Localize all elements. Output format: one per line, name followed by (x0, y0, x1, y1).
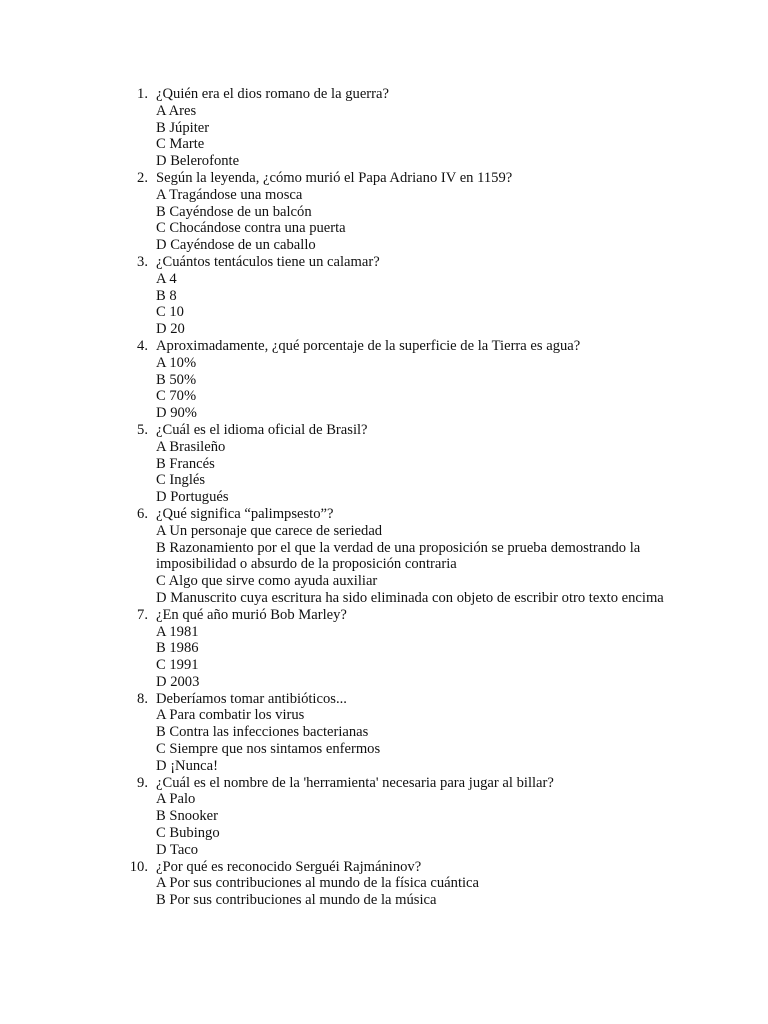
answer-option: B 1986 (156, 640, 199, 657)
quiz-question (129, 858, 676, 909)
answer-option: B Cayéndose de un balcón (156, 203, 312, 220)
answer-option: D Manuscrito cuya escritura ha sido eliminada con objeto de escribir otro texto encima (156, 589, 664, 606)
question-number: 2. (137, 169, 148, 186)
answer-option: C Bubingo (156, 825, 220, 842)
answer-option: D Belerofonte (156, 153, 240, 170)
quiz-question-list (129, 86, 676, 909)
answer-option: B Razonamiento por el que la verdad de una proposición se prueba demostrando la imposibilidad o absurdo de la proposición contraria (156, 539, 641, 573)
answer-option: B Snooker (156, 808, 219, 825)
question-number: 7. (137, 606, 148, 623)
answer-option: A 4 (156, 270, 177, 287)
answer-option: C 10 (156, 304, 184, 321)
question-number: 9. (137, 774, 148, 791)
answer-option: C Algo que sirve como ayuda auxiliar (156, 573, 378, 590)
answer-option: C 1991 (156, 657, 199, 674)
quiz-question (137, 421, 676, 506)
question-number: 4. (137, 337, 148, 354)
quiz-question (137, 337, 676, 422)
answer-option: B Júpiter (156, 119, 210, 136)
answer-option: C Siempre que nos sintamos enfermos (156, 741, 381, 758)
answer-option: A Por sus contribuciones al mundo de la física cuántica (156, 875, 480, 892)
question-text: ¿En qué año murió Bob Marley? (156, 606, 347, 623)
question-number: 5. (137, 421, 148, 438)
answer-option: D Taco (156, 841, 199, 858)
question-text: ¿Quién era el dios romano de la guerra? (156, 86, 389, 102)
answer-option: C 70% (156, 388, 197, 405)
question-text: ¿Por qué es reconocido Serguéi Rajmáninov? (156, 858, 422, 875)
question-text: Según la leyenda, ¿cómo murió el Papa Adriano IV en 1159? (156, 169, 513, 186)
quiz-question (137, 253, 676, 338)
answer-option: D 20 (156, 321, 185, 338)
answer-option: B 8 (156, 287, 177, 304)
answer-option: B Francés (156, 455, 215, 472)
answer-option: D Cayéndose de un caballo (156, 237, 316, 254)
answer-option: A Para combatir los virus (156, 707, 305, 724)
question-number: 10. (129, 858, 148, 875)
answer-option: D Portugués (156, 489, 229, 506)
answer-option: D 90% (156, 405, 197, 422)
answer-option: C Chocándose contra una puerta (156, 220, 346, 237)
question-number: 8. (137, 690, 148, 707)
answer-option: B Por sus contribuciones al mundo de la música (156, 892, 437, 909)
question-text: ¿Cuál es el idioma oficial de Brasil? (156, 421, 368, 438)
question-text: Deberíamos tomar antibióticos... (156, 690, 347, 707)
question-text: ¿Cuál es el nombre de la 'herramienta' necesaria para jugar al billar? (156, 774, 554, 791)
answer-option: B 50% (156, 371, 197, 388)
question-number: 3. (137, 253, 148, 270)
question-number: 6. (137, 505, 148, 522)
answer-option: A Un personaje que carece de seriedad (156, 522, 383, 539)
quiz-question (137, 606, 676, 691)
quiz-question (137, 86, 676, 170)
answer-option: C Inglés (156, 472, 206, 489)
quiz-question (137, 690, 676, 775)
answer-option: A 1981 (156, 623, 199, 640)
answer-option: B Contra las infecciones bacterianas (156, 724, 369, 741)
answer-option: A Tragándose una mosca (156, 186, 303, 203)
answer-option: A 10% (156, 354, 197, 371)
question-text: ¿Qué significa “palimpsesto”? (156, 505, 334, 522)
question-text: Aproximadamente, ¿qué porcentaje de la superficie de la Tierra es agua? (156, 337, 581, 354)
answer-option: A Brasileño (156, 438, 226, 455)
answer-option: A Palo (156, 791, 196, 808)
question-text: ¿Cuántos tentáculos tiene un calamar? (156, 253, 380, 270)
quiz-question (137, 505, 676, 607)
answer-option: A Ares (156, 102, 197, 119)
quiz-question (137, 774, 676, 859)
answer-option: C Marte (156, 136, 205, 153)
answer-option: D 2003 (156, 673, 200, 690)
quiz-question (137, 169, 676, 254)
answer-option: D ¡Nunca! (156, 757, 218, 774)
question-number: 1. (137, 86, 148, 102)
